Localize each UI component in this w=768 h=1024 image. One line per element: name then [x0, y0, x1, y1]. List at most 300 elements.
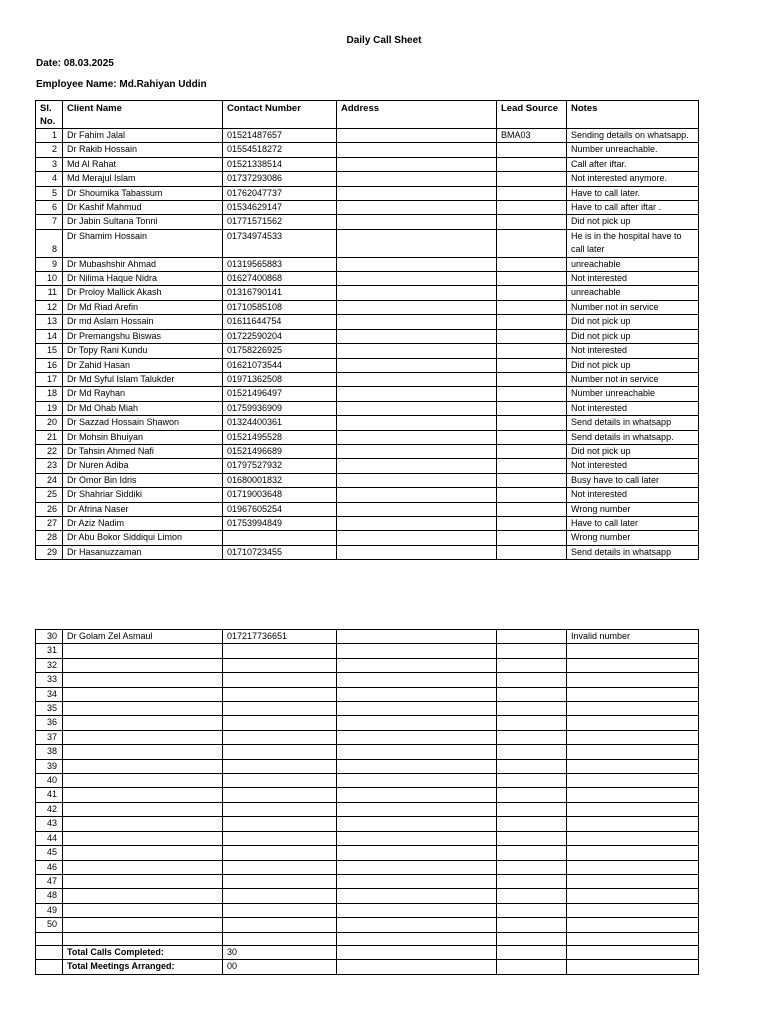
row-notes — [567, 874, 699, 888]
row-contact-number: 01762047737 — [223, 186, 337, 200]
row-client-name: Dr Abu Bokor Siddiqui Limon — [63, 531, 223, 545]
row-notes: Number not in service — [567, 300, 699, 314]
row-notes — [567, 889, 699, 903]
row-notes — [567, 730, 699, 744]
row-contact-number: 01758226925 — [223, 344, 337, 358]
row-contact-number: 01737293086 — [223, 172, 337, 186]
row-notes — [567, 745, 699, 759]
row-sl-number: 22 — [36, 444, 63, 458]
column-header-address: Address — [337, 101, 497, 129]
row-notes — [567, 903, 699, 917]
row-lead-source — [497, 430, 567, 444]
row-address — [337, 545, 497, 559]
row-notes: Not interested — [567, 344, 699, 358]
row-lead-source — [497, 229, 567, 257]
row-notes — [567, 788, 699, 802]
row-notes: Not interested — [567, 272, 699, 286]
table-row — [36, 143, 699, 157]
row-contact-number: 01534629147 — [223, 201, 337, 215]
row-address — [337, 918, 497, 932]
call-table — [35, 100, 699, 560]
row-sl-number: 39 — [36, 759, 63, 773]
row-lead-source — [497, 215, 567, 229]
table-row — [36, 817, 699, 831]
row-notes: unreachable — [567, 286, 699, 300]
row-notes: Number unreachable — [567, 387, 699, 401]
row-address — [337, 516, 497, 530]
row-sl-number: 18 — [36, 387, 63, 401]
total-calls-row — [36, 945, 699, 959]
row-sl-number: 14 — [36, 329, 63, 343]
row-lead-source — [497, 172, 567, 186]
table-row — [36, 860, 699, 874]
row-sl-number: 27 — [36, 516, 63, 530]
row-client-name: Dr Tahsin Ahmed Nafi — [63, 444, 223, 458]
row-lead-source — [497, 516, 567, 530]
row-lead-source — [497, 473, 567, 487]
row-client-name: Dr Golam Zel Asmaul — [63, 630, 223, 644]
row-client-name: Dr Kashif Mahmud — [63, 201, 223, 215]
row-contact-number: 01967605254 — [223, 502, 337, 516]
table-row — [36, 831, 699, 845]
row-address — [337, 387, 497, 401]
row-notes: Number not in service — [567, 372, 699, 386]
row-client-name: Dr Shamim Hossain — [63, 229, 223, 257]
table-row — [36, 329, 699, 343]
row-sl-number: 3 — [36, 157, 63, 171]
row-lead-source — [497, 300, 567, 314]
row-sl-number: 9 — [36, 257, 63, 271]
row-contact-number: 01710723455 — [223, 545, 337, 559]
row-sl-number: 10 — [36, 272, 63, 286]
table-row — [36, 229, 699, 257]
row-address — [337, 157, 497, 171]
row-sl-number: 41 — [36, 788, 63, 802]
row-contact-number: 01971362508 — [223, 372, 337, 386]
row-client-name — [63, 846, 223, 860]
row-notes: Send details in whatsapp — [567, 545, 699, 559]
row-address — [337, 286, 497, 300]
row-lead-source — [497, 788, 567, 802]
row-lead-source — [497, 889, 567, 903]
row-contact-number — [223, 831, 337, 845]
row-address — [337, 644, 497, 658]
row-notes — [567, 918, 699, 932]
row-contact-number — [223, 860, 337, 874]
row-contact-number — [223, 889, 337, 903]
table-row — [36, 874, 699, 888]
row-contact-number — [223, 874, 337, 888]
column-header-notes: Notes — [567, 101, 699, 129]
row-sl-number: 34 — [36, 687, 63, 701]
row-client-name: Dr Fahim Jalal — [63, 129, 223, 143]
row-notes — [567, 673, 699, 687]
row-lead-source — [497, 531, 567, 545]
row-sl-number: 8 — [36, 229, 63, 257]
row-client-name: Dr Shoumika Tabassum — [63, 186, 223, 200]
row-contact-number — [223, 730, 337, 744]
table-row — [36, 658, 699, 672]
row-lead-source — [497, 358, 567, 372]
row-client-name: Dr Mubashshir Ahmad — [63, 257, 223, 271]
column-header-sl: Sl. No. — [36, 101, 63, 129]
row-address — [337, 315, 497, 329]
row-contact-number: 01521496497 — [223, 387, 337, 401]
row-contact-number — [223, 673, 337, 687]
row-client-name: Dr Mohsin Bhuiyan — [63, 430, 223, 444]
row-lead-source — [497, 545, 567, 559]
row-address — [337, 846, 497, 860]
row-address — [337, 802, 497, 816]
row-client-name: Dr Omor Bin Idris — [63, 473, 223, 487]
row-sl-number: 29 — [36, 545, 63, 559]
row-client-name: Dr Hasanuzzaman — [63, 545, 223, 559]
row-notes: Not interested — [567, 459, 699, 473]
table-row — [36, 644, 699, 658]
row-contact-number: 017217736651 — [223, 630, 337, 644]
row-lead-source — [497, 730, 567, 744]
row-client-name: Dr Zahid Hasan — [63, 358, 223, 372]
row-contact-number — [223, 846, 337, 860]
row-client-name — [63, 644, 223, 658]
blank-row — [36, 932, 699, 945]
row-client-name: Dr Shahriar Siddiki — [63, 488, 223, 502]
row-lead-source — [497, 157, 567, 171]
row-notes: Did not pick up — [567, 315, 699, 329]
column-header-client-name: Client Name — [63, 101, 223, 129]
column-header-lead-source: Lead Source — [497, 101, 567, 129]
row-sl-number: 23 — [36, 459, 63, 473]
row-sl-number: 47 — [36, 874, 63, 888]
row-client-name — [63, 673, 223, 687]
table-row — [36, 673, 699, 687]
row-sl-number: 48 — [36, 889, 63, 903]
row-lead-source — [497, 687, 567, 701]
employee-name: Employee Name: Md.Rahiyan Uddin — [36, 79, 207, 90]
row-client-name — [63, 745, 223, 759]
row-address — [337, 129, 497, 143]
row-lead-source — [497, 143, 567, 157]
table-row — [36, 358, 699, 372]
row-notes — [567, 658, 699, 672]
row-sl-number: 16 — [36, 358, 63, 372]
row-sl-number: 11 — [36, 286, 63, 300]
row-contact-number — [223, 702, 337, 716]
row-notes: Did not pick up — [567, 329, 699, 343]
row-notes — [567, 802, 699, 816]
row-client-name: Dr Md Rayhan — [63, 387, 223, 401]
row-contact-number: 01734974533 — [223, 229, 337, 257]
total-meetings-row — [36, 960, 699, 974]
row-notes: Wrong number — [567, 531, 699, 545]
row-notes — [567, 831, 699, 845]
row-notes: Not interested — [567, 401, 699, 415]
table-row — [36, 788, 699, 802]
row-address — [337, 143, 497, 157]
row-lead-source — [497, 272, 567, 286]
row-contact-number — [223, 658, 337, 672]
row-notes — [567, 774, 699, 788]
row-client-name: Dr Proloy Mallick Akash — [63, 286, 223, 300]
page-title: Daily Call Sheet — [346, 35, 422, 46]
row-notes: Busy have to call later — [567, 473, 699, 487]
row-address — [337, 358, 497, 372]
row-client-name — [63, 702, 223, 716]
row-lead-source — [497, 860, 567, 874]
row-sl-number: 2 — [36, 143, 63, 157]
row-notes: Did not pick up — [567, 215, 699, 229]
table-row — [36, 502, 699, 516]
row-sl-number: 21 — [36, 430, 63, 444]
row-address — [337, 903, 497, 917]
row-address — [337, 889, 497, 903]
row-sl-number: 45 — [36, 846, 63, 860]
row-address — [337, 430, 497, 444]
row-address — [337, 673, 497, 687]
row-address — [337, 702, 497, 716]
row-notes: Have to call after iftar . — [567, 201, 699, 215]
row-lead-source — [497, 745, 567, 759]
table-row — [36, 286, 699, 300]
row-lead-source — [497, 716, 567, 730]
row-notes: Have to call later — [567, 516, 699, 530]
table-row — [36, 774, 699, 788]
row-client-name — [63, 788, 223, 802]
row-lead-source — [497, 802, 567, 816]
table-row — [36, 129, 699, 143]
table-row — [36, 172, 699, 186]
row-lead-source — [497, 644, 567, 658]
row-contact-number — [223, 802, 337, 816]
row-sl-number: 46 — [36, 860, 63, 874]
row-contact-number: 01521338514 — [223, 157, 337, 171]
row-client-name: Dr Topy Rani Kundu — [63, 344, 223, 358]
row-client-name: Md Merajul Islam — [63, 172, 223, 186]
table-row — [36, 416, 699, 430]
row-client-name: Dr Nilima Haque Nidra — [63, 272, 223, 286]
row-address — [337, 257, 497, 271]
row-client-name — [63, 774, 223, 788]
table-row — [36, 186, 699, 200]
sheet-date: Date: 08.03.2025 — [36, 58, 114, 69]
row-address — [337, 344, 497, 358]
row-client-name — [63, 860, 223, 874]
row-notes — [567, 759, 699, 773]
row-client-name: Dr Md Ohab Miah — [63, 401, 223, 415]
row-contact-number: 01324400361 — [223, 416, 337, 430]
row-lead-source — [497, 658, 567, 672]
row-lead-source — [497, 372, 567, 386]
row-notes: Wrong number — [567, 502, 699, 516]
row-address — [337, 831, 497, 845]
table-row — [36, 846, 699, 860]
table-row — [36, 745, 699, 759]
row-client-name: Dr md Aslam Hossain — [63, 315, 223, 329]
row-client-name: Dr Sazzad Hossain Shawon — [63, 416, 223, 430]
row-lead-source — [497, 286, 567, 300]
row-lead-source — [497, 329, 567, 343]
row-contact-number: 01521487657 — [223, 129, 337, 143]
row-contact-number: 01316790141 — [223, 286, 337, 300]
row-sl-number: 6 — [36, 201, 63, 215]
table-row — [36, 459, 699, 473]
table-row — [36, 344, 699, 358]
row-sl-number: 37 — [36, 730, 63, 744]
table-row — [36, 444, 699, 458]
row-lead-source — [497, 401, 567, 415]
row-lead-source — [497, 774, 567, 788]
row-address — [337, 444, 497, 458]
row-client-name — [63, 687, 223, 701]
row-lead-source — [497, 502, 567, 516]
table-row — [36, 702, 699, 716]
table-row — [36, 201, 699, 215]
row-address — [337, 874, 497, 888]
row-client-name — [63, 874, 223, 888]
row-contact-number: 01621073544 — [223, 358, 337, 372]
row-contact-number — [223, 759, 337, 773]
row-address — [337, 531, 497, 545]
row-client-name: Dr Nuren Adiba — [63, 459, 223, 473]
table-row — [36, 630, 699, 644]
table-row — [36, 315, 699, 329]
row-lead-source — [497, 831, 567, 845]
row-contact-number — [223, 774, 337, 788]
row-sl-number: 26 — [36, 502, 63, 516]
row-lead-source — [497, 387, 567, 401]
row-address — [337, 229, 497, 257]
row-address — [337, 215, 497, 229]
table-row — [36, 545, 699, 559]
row-client-name — [63, 658, 223, 672]
row-address — [337, 186, 497, 200]
row-address — [337, 716, 497, 730]
row-notes: Invalid number — [567, 630, 699, 644]
table-row — [36, 272, 699, 286]
row-contact-number — [223, 903, 337, 917]
row-lead-source — [497, 759, 567, 773]
table-row — [36, 215, 699, 229]
row-contact-number: 01759936909 — [223, 401, 337, 415]
row-lead-source — [497, 257, 567, 271]
row-lead-source — [497, 846, 567, 860]
row-contact-number — [223, 644, 337, 658]
table-row — [36, 372, 699, 386]
table-row — [36, 157, 699, 171]
table-row — [36, 730, 699, 744]
row-notes — [567, 687, 699, 701]
row-address — [337, 730, 497, 744]
row-sl-number: 32 — [36, 658, 63, 672]
table-row — [36, 430, 699, 444]
row-notes — [567, 860, 699, 874]
row-sl-number: 38 — [36, 745, 63, 759]
row-address — [337, 759, 497, 773]
row-sl-number: 24 — [36, 473, 63, 487]
row-notes — [567, 817, 699, 831]
row-lead-source — [497, 416, 567, 430]
row-sl-number: 13 — [36, 315, 63, 329]
row-lead-source — [497, 918, 567, 932]
row-client-name — [63, 716, 223, 730]
row-address — [337, 416, 497, 430]
row-notes: He is in the hospital have to call later — [567, 229, 699, 257]
row-lead-source — [497, 630, 567, 644]
row-contact-number — [223, 687, 337, 701]
row-client-name: Dr Afrina Naser — [63, 502, 223, 516]
row-address — [337, 860, 497, 874]
row-client-name: Dr Jabin Sultana Tonni — [63, 215, 223, 229]
row-client-name — [63, 918, 223, 932]
row-sl-number: 36 — [36, 716, 63, 730]
call-table-continued — [35, 629, 699, 975]
row-sl-number: 50 — [36, 918, 63, 932]
row-address — [337, 459, 497, 473]
total-meetings-value: 00 — [223, 960, 337, 974]
row-contact-number: 01627400868 — [223, 272, 337, 286]
row-address — [337, 473, 497, 487]
row-address — [337, 502, 497, 516]
row-lead-source — [497, 874, 567, 888]
row-contact-number: 01680001832 — [223, 473, 337, 487]
row-contact-number — [223, 716, 337, 730]
row-sl-number: 25 — [36, 488, 63, 502]
row-address — [337, 372, 497, 386]
row-sl-number: 20 — [36, 416, 63, 430]
row-sl-number: 28 — [36, 531, 63, 545]
row-contact-number — [223, 918, 337, 932]
row-contact-number: 01554518272 — [223, 143, 337, 157]
row-address — [337, 774, 497, 788]
table-row — [36, 516, 699, 530]
row-contact-number: 01611644754 — [223, 315, 337, 329]
row-sl-number: 12 — [36, 300, 63, 314]
row-client-name: Dr Md Riad Arefin — [63, 300, 223, 314]
row-lead-source — [497, 459, 567, 473]
row-notes: Not interested — [567, 488, 699, 502]
row-lead-source — [497, 315, 567, 329]
row-lead-source — [497, 488, 567, 502]
row-contact-number: 01771571562 — [223, 215, 337, 229]
row-address — [337, 401, 497, 415]
row-notes — [567, 846, 699, 860]
row-client-name: Md Al Rahat — [63, 157, 223, 171]
row-sl-number: 44 — [36, 831, 63, 845]
row-sl-number: 15 — [36, 344, 63, 358]
table-header-row — [36, 101, 699, 129]
row-lead-source — [497, 903, 567, 917]
row-client-name — [63, 730, 223, 744]
table-row — [36, 387, 699, 401]
row-sl-number: 19 — [36, 401, 63, 415]
row-notes: Send details in whatsapp. — [567, 430, 699, 444]
row-lead-source — [497, 186, 567, 200]
total-calls-value: 30 — [223, 945, 337, 959]
row-notes: Have to call later. — [567, 186, 699, 200]
row-contact-number: 01753994849 — [223, 516, 337, 530]
row-sl-number: 33 — [36, 673, 63, 687]
row-client-name — [63, 831, 223, 845]
row-contact-number — [223, 817, 337, 831]
table-row — [36, 531, 699, 545]
row-address — [337, 745, 497, 759]
row-lead-source — [497, 444, 567, 458]
row-notes: Not interested anymore. — [567, 172, 699, 186]
row-sl-number: 1 — [36, 129, 63, 143]
row-sl-number: 31 — [36, 644, 63, 658]
row-address — [337, 172, 497, 186]
row-contact-number — [223, 788, 337, 802]
